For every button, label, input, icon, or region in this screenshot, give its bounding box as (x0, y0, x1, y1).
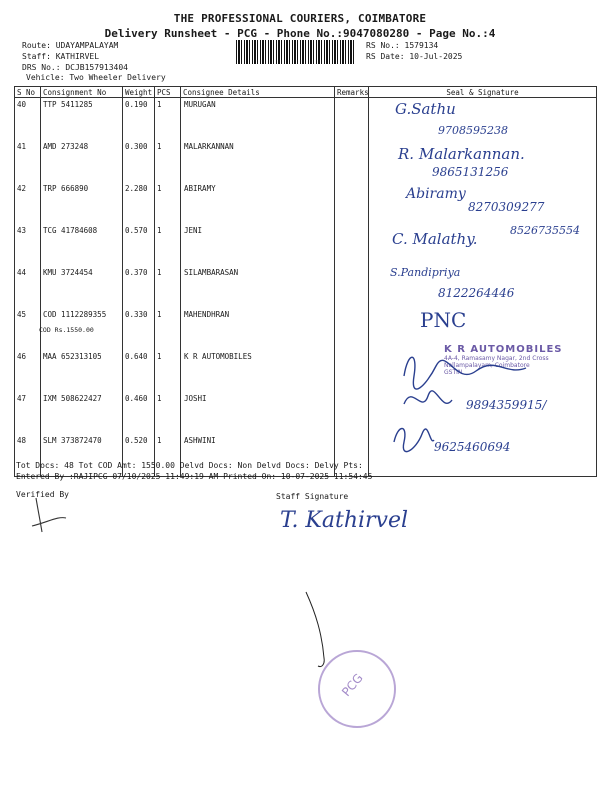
col-header-weight: Weight (123, 87, 155, 98)
handwritten-name-43: C. Malathy. (392, 230, 478, 248)
handwritten-phone-43: 8526735554 (510, 224, 580, 237)
cell-consignee: MAHENDHRAN (181, 308, 335, 350)
cell-weight: 0.570 (123, 224, 155, 266)
col-header-sno: S No (15, 87, 41, 98)
handwritten-name-41: R. Malarkannan. (398, 145, 525, 163)
col-header-remarks: Remarks (335, 87, 369, 98)
cell-pcs: 1 (155, 308, 181, 350)
handwritten-mark-45: PNC (420, 308, 467, 332)
barcode (236, 40, 354, 64)
cell-weight: 0.370 (123, 266, 155, 308)
stamp-gstin: GSTIN (444, 369, 463, 376)
cell-weight: 0.640 (123, 350, 155, 392)
col-header-signature: Seal & Signature (369, 87, 597, 98)
signature-scribble-47 (398, 384, 458, 420)
cell-consignment: IXM 508622427 (41, 392, 123, 434)
cell-weight: 2.280 (123, 182, 155, 224)
cell-pcs: 1 (155, 350, 181, 392)
signature-scribble-48 (388, 420, 438, 454)
cell-consignee: SILAMBARASAN (181, 266, 335, 308)
cell-sno: 45 (15, 308, 41, 350)
cell-remarks (335, 182, 369, 224)
cell-weight: 0.460 (123, 392, 155, 434)
cell-sno: 42 (15, 182, 41, 224)
company-title: THE PROFESSIONAL COURIERS, COIMBATORE (173, 12, 427, 25)
consignment-number: COD 1112289355 (43, 310, 107, 319)
cell-consignment (41, 308, 123, 350)
cell-pcs: 1 (155, 224, 181, 266)
runsheet-subtitle: Delivery Runsheet - PCG - Phone No.:9047080280 - Page No.:4 (104, 27, 496, 40)
cell-pcs: 1 (155, 98, 181, 141)
cell-consignment: KMU 3724454 (41, 266, 123, 308)
cell-pcs: 1 (155, 434, 181, 477)
stamp-address-line2: Nallampalayam, Coimbatore (444, 362, 530, 369)
rs-date: RS Date: 10-Jul-2025 (366, 52, 463, 61)
cell-sno: 43 (15, 224, 41, 266)
cell-pcs: 1 (155, 140, 181, 182)
cell-consignment: MAA 652313105 (41, 350, 123, 392)
cell-consignment: TCG 41784608 (41, 224, 123, 266)
handwritten-phone-44: 8122264446 (438, 286, 515, 300)
totals-line: Tot Docs: 48 Tot COD Amt: 1550.00 Delvd Docs: Non Delvd Docs: Delvy Pts: (16, 461, 363, 470)
cell-remarks (335, 350, 369, 392)
staff-signature-label: Staff Signature (276, 492, 349, 501)
cell-remarks (335, 98, 369, 141)
verifier-signature (28, 496, 78, 542)
entered-by-line: Entered By :RAJIPCG 07/10/2025 11:49:19 AM Printed On: 10-07-2025 11:54:45 (16, 472, 373, 481)
cell-sno: 46 (15, 350, 41, 392)
cell-remarks (335, 308, 369, 350)
handwritten-name-42: Abiramy (406, 186, 466, 202)
handwritten-name-40: G.Sathu (395, 100, 456, 118)
cell-sno: 40 (15, 98, 41, 141)
cell-consignee: ASHWINI (181, 434, 335, 477)
pcg-seal-text: PCG (339, 670, 366, 700)
drs-number: DRS No.: DCJB157913404 (22, 63, 128, 72)
cell-weight: 0.190 (123, 98, 155, 141)
stamp-address-line1: 4A-4, Ramasamy Nagar, 2nd Cross (444, 355, 549, 362)
col-header-consignment: Consignment No (41, 87, 123, 98)
handwritten-phone-42: 8270309277 (468, 200, 545, 214)
cell-consignee: ABIRAMY (181, 182, 335, 224)
cell-pcs: 1 (155, 182, 181, 224)
handwritten-phone-47: 9894359915/ (466, 398, 547, 412)
cell-weight: 0.300 (123, 140, 155, 182)
cell-sno: 44 (15, 266, 41, 308)
handwritten-phone-41: 9865131256 (432, 165, 509, 179)
cell-remarks (335, 266, 369, 308)
staff-field: Staff: KATHIRVEL (22, 52, 100, 61)
rs-number: RS No.: 1579134 (366, 41, 439, 50)
table-row (15, 98, 597, 141)
cod-amount: COD Rs.1550.00 (39, 326, 94, 334)
cell-sno: 48 (15, 434, 41, 477)
cell-consignment: TTP 5411285 (41, 98, 123, 141)
stamp-business-name: K R AUTOMOBILES (444, 344, 563, 355)
cell-weight: 0.330 (123, 308, 155, 350)
cell-consignment: SLM 373872470 (41, 434, 123, 477)
cell-remarks (335, 392, 369, 434)
route-field: Route: UDAYAMPALAYAM (22, 41, 119, 50)
cell-weight: 0.520 (123, 434, 155, 477)
cell-pcs: 1 (155, 266, 181, 308)
col-header-consignee: Consignee Details (181, 87, 335, 98)
staff-signature-handwritten: T. Kathirvel (280, 508, 409, 533)
cell-remarks (335, 434, 369, 477)
cell-consignee: JOSHI (181, 392, 335, 434)
cell-consignee: K R AUTOMOBILES (181, 350, 335, 392)
cell-consignee: MALARKANNAN (181, 140, 335, 182)
verified-by-label: Verified By (16, 490, 69, 499)
handwritten-phone-40: 9708595238 (438, 124, 508, 137)
handwritten-phone-48: 9625460694 (434, 440, 511, 454)
cell-consignment: AMD 273248 (41, 140, 123, 182)
cell-consignment: TRP 666890 (41, 182, 123, 224)
cell-remarks (335, 140, 369, 182)
col-header-pcs: PCS (155, 87, 181, 98)
handwritten-name-44: S.Pandipriya (390, 266, 461, 279)
cell-pcs: 1 (155, 392, 181, 434)
cell-consignee: MURUGAN (181, 98, 335, 141)
cell-consignee: JENI (181, 224, 335, 266)
cell-remarks (335, 224, 369, 266)
cell-sno: 47 (15, 392, 41, 434)
table-header-row (15, 87, 597, 98)
vehicle-field: Vehicle: Two Wheeler Delivery (26, 73, 166, 82)
cell-sno: 41 (15, 140, 41, 182)
pcg-seal-stamp (318, 650, 396, 728)
